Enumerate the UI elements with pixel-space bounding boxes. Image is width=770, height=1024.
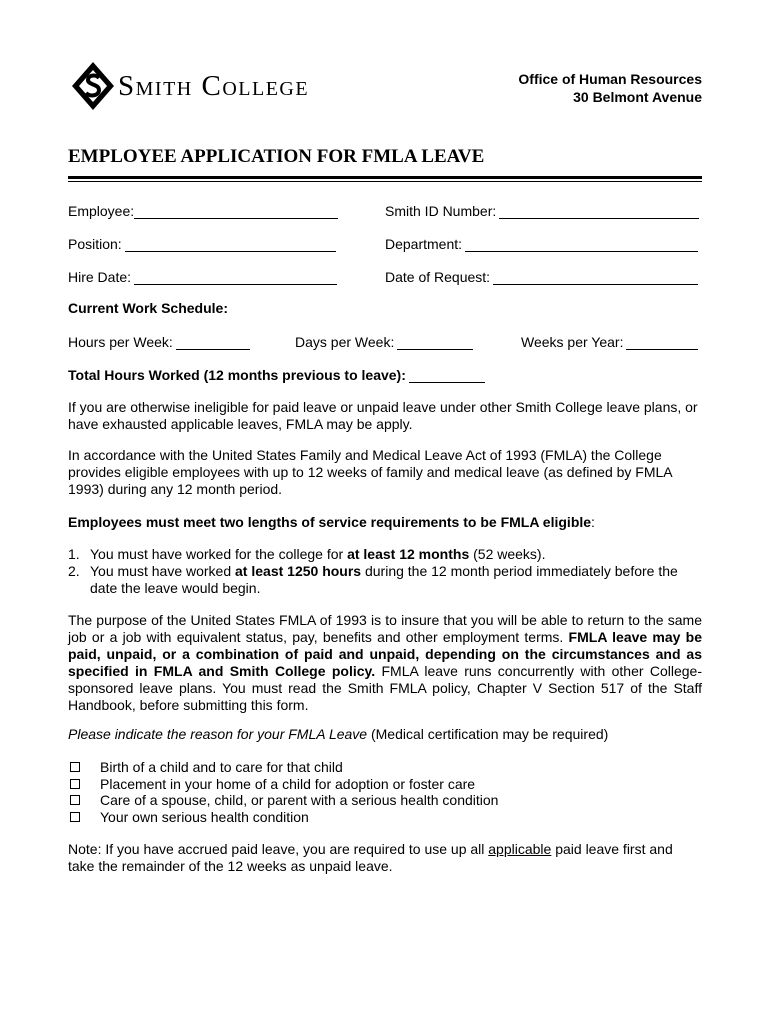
requirement-2-after: during the 12 month period immediately before the date the leave would begin. [90,563,678,596]
reason-option-care[interactable] [68,792,498,809]
requirement-item-2 [68,563,702,597]
date-of-request-field [385,269,698,285]
date-of-request-label: Date of Request: [385,269,491,285]
reason-option-label: Your own serious health condition [100,808,309,825]
smith-college-logo [70,60,390,112]
smith-college-seal-icon [70,60,116,112]
logo-text: Smith College [118,70,310,102]
smith-id-field [385,203,699,219]
checkbox[interactable] [70,762,80,772]
requirement-1-text: You must have worked for the college for [90,546,348,562]
hire-date-label: Hire Date: [68,269,132,285]
note-underlined: applicable [488,841,552,857]
weeks-per-year-label: Weeks per Year: [521,334,624,350]
purpose-bold: FMLA leave may be paid, unpaid, or a combination of paid and unpaid, depending on the circumstances and as specified in FMLA and Smith College policy. [68,629,703,679]
date-of-request-input[interactable] [493,271,698,285]
reason-options [68,759,498,825]
reason-option-label: Birth of a child and to care for that child [100,759,343,775]
office-address [518,70,702,106]
employee-input[interactable] [134,205,338,219]
employee-field [68,203,338,219]
note-paragraph [68,841,702,875]
office-street: 30 Belmont Avenue [573,89,702,105]
checkbox[interactable] [70,795,80,805]
requirements-heading-colon: : [591,514,595,530]
reason-option-label: Placement in your home of a child for adoption or foster care [100,775,476,792]
reason-option-birth[interactable] [68,759,498,776]
work-schedule-heading: Current Work Schedule: [68,300,228,316]
note-text-after: paid leave first and take the remainder of the 12 weeks as unpaid leave. [68,841,673,874]
smith-id-label: Smith ID Number: [385,203,497,219]
hours-per-week-label: Hours per Week: [68,334,173,350]
requirement-num-1: 1. [68,546,80,562]
office-name: Office of Human Resources [518,71,702,87]
smith-id-input[interactable] [499,205,699,219]
employee-label: Employee: [68,203,135,219]
ineligible-paragraph: If you are otherwise ineligible for paid leave or unpaid leave under other Smith College leave plans, or have exhausted applicable leaves, FMLA may be apply. [68,399,698,432]
department-field [385,236,698,252]
hire-date-field [68,269,337,285]
form-title: EMPLOYEE APPLICATION FOR FMLA LEAVE [68,146,485,167]
hire-date-input[interactable] [134,271,337,285]
days-per-week-field [295,334,473,350]
checkbox[interactable] [70,812,80,822]
reason-option-own-health[interactable] [68,809,498,826]
requirement-num-2: 2. [68,563,80,579]
reason-prompt-rest: (Medical certification may be required) [367,726,609,742]
position-field [68,236,336,252]
total-hours-field [68,367,485,383]
title-rule-thin [68,181,702,182]
purpose-paragraph [68,612,702,714]
position-input[interactable] [125,238,336,252]
purpose-text-2: FMLA leave runs concurrently with other College-sponsored leave plans. You must read the Smith FMLA policy, Chapter V Section 517 of the Staff Handbook, before submitting this form. [68,663,702,713]
note-text-before: Note: If you have accrued paid leave, you are required to use up all [68,841,489,857]
weeks-per-year-field [521,334,698,350]
requirement-1-after: (52 weeks). [469,546,546,562]
reason-option-label: Care of a spouse, child, or parent with a serious health condition [100,792,499,808]
days-per-week-label: Days per Week: [295,334,395,350]
position-label: Position: [68,236,122,252]
requirement-2-bold: at least 1250 hours [235,563,362,579]
purpose-text-1: The purpose of the United States FMLA of 1993 is to insure that you will be able to return to the same job or a job with equivalent status, pay, benefits and other employment terms. [68,612,702,645]
requirement-2-text: You must have worked [90,563,236,579]
department-input[interactable] [465,238,698,252]
reason-option-placement[interactable] [68,776,498,793]
requirements-list [68,546,702,597]
total-hours-label: Total Hours Worked (12 months previous to leave): [68,367,406,383]
hours-per-week-input[interactable] [176,336,250,350]
reason-prompt [68,726,702,743]
days-per-week-input[interactable] [397,336,473,350]
requirement-item-1 [68,546,702,563]
hours-per-week-field [68,334,250,350]
checkbox[interactable] [70,779,80,789]
requirements-heading-text: Employees must meet two lengths of service requirements to be FMLA eligible [68,514,592,530]
total-hours-input[interactable] [409,369,485,383]
fmla-accordance-paragraph: In accordance with the United States Family and Medical Leave Act of 1993 (FMLA) the College provides eligible employees with up to 12 weeks of family and medical leave (as defined by FMLA 1993) during any 12 month period. [68,447,672,497]
weeks-per-year-input[interactable] [626,336,698,350]
requirements-heading [68,514,595,530]
department-label: Department: [385,236,463,252]
requirement-1-bold: at least 12 months [347,546,470,562]
title-rule-thick [68,176,702,179]
reason-prompt-italic: Please indicate the reason for your FMLA Leave [68,726,368,742]
